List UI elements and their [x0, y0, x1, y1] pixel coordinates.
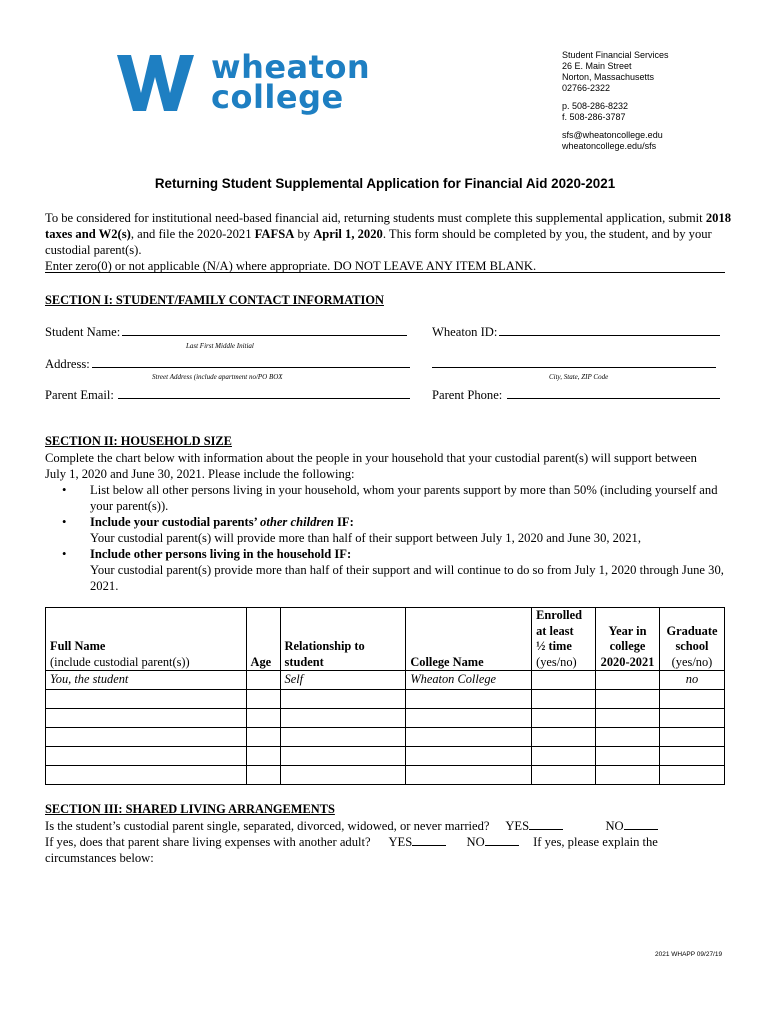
section3-q1: [45, 818, 658, 834]
parent-email-label: Parent Email:: [45, 388, 114, 402]
section3-q2: [45, 834, 725, 866]
office-street: 26 E. Main Street: [562, 61, 632, 71]
parent-phone-label: Parent Phone:: [432, 388, 503, 402]
bullet3-text: [90, 546, 730, 594]
bullet3-detail: Your custodial parent(s) provide more than half of their support and will continue to do so from July 1, 2020 through June 30, 2021.: [90, 563, 724, 593]
office-zip: 02766-2322: [562, 83, 611, 93]
header-year-line1: Year in: [608, 623, 647, 638]
wheaton-id-field[interactable]: [499, 335, 720, 336]
cell-year[interactable]: [596, 671, 660, 690]
header-enrolled: [532, 608, 596, 671]
cell-name[interactable]: [46, 747, 247, 766]
q1-no-field[interactable]: [624, 829, 658, 830]
cell-graduate[interactable]: no: [659, 671, 724, 690]
household-table: [45, 607, 725, 785]
q1-text: Is the student’s custodial parent single, separated, divorced, widowed, or never married?: [45, 819, 490, 833]
form-title: Returning Student Supplemental Application for Financial Aid 2020-2021: [154, 176, 616, 191]
cell-graduate[interactable]: [659, 709, 724, 728]
bullet1-text: List below all other persons living in your household, whom your parents support by more than 50% (including yourself and your parent(s)).: [90, 483, 718, 513]
wheaton-id-label: Wheaton ID:: [432, 325, 498, 339]
student-name-hint: Last First Middle Initial: [186, 342, 254, 350]
parent-phone-field[interactable]: [507, 398, 720, 399]
cell-age[interactable]: [246, 671, 280, 690]
cell-year[interactable]: [596, 747, 660, 766]
header-year: [596, 608, 660, 671]
table-row: [46, 766, 725, 785]
cell-year[interactable]: [596, 766, 660, 785]
cell-enrolled[interactable]: [532, 690, 596, 709]
cell-year[interactable]: [596, 728, 660, 747]
cell-name[interactable]: [46, 766, 247, 785]
cell-name[interactable]: [46, 690, 247, 709]
section2-heading: SECTION II: HOUSEHOLD SIZE: [45, 434, 232, 448]
student-name-label: Student Name:: [45, 325, 121, 339]
q1-yes-field[interactable]: [529, 829, 563, 830]
office-email: sfs@wheatoncollege.edu: [562, 130, 663, 140]
bullet2-emphasis: other children: [260, 515, 334, 529]
header-full-name-sub: (include custodial parent(s)): [50, 654, 190, 669]
bullet3-heading: Include other persons living in the household IF:: [90, 547, 352, 561]
header-relationship: [280, 608, 406, 671]
cell-relationship[interactable]: [280, 728, 406, 747]
cell-graduate[interactable]: [659, 690, 724, 709]
cell-graduate[interactable]: [659, 747, 724, 766]
header-graduate: [659, 608, 724, 671]
header-enrolled-line4: (yes/no): [536, 654, 577, 669]
parent-email-field[interactable]: [118, 398, 410, 399]
header-full-name: [46, 608, 247, 671]
header-enrolled-line3: ½ time: [536, 639, 572, 653]
cell-year[interactable]: [596, 690, 660, 709]
intro-text: by: [294, 227, 314, 241]
cell-year[interactable]: [596, 709, 660, 728]
intro-fafsa: FAFSA: [254, 227, 295, 241]
header-college-name: College Name: [406, 608, 532, 671]
header-relationship-line1: Relationship to: [284, 639, 365, 653]
bullet-icon: •: [62, 515, 67, 529]
cell-college[interactable]: [406, 709, 532, 728]
header-age: Age: [246, 608, 280, 671]
cell-college[interactable]: [406, 747, 532, 766]
table-header-row: [46, 608, 725, 671]
bullet2-detail: Your custodial parent(s) will provide more than half of their support between July 1, 2020 and June 30, 2021,: [90, 531, 641, 545]
bullet2-text: [90, 514, 730, 546]
office-name: Student Financial Services: [562, 50, 669, 60]
q2-yes-field[interactable]: [412, 845, 446, 846]
header-year-line2: college: [609, 639, 646, 653]
header-full-name-label: Full Name: [50, 639, 106, 653]
cell-age[interactable]: [246, 766, 280, 785]
street-address-field[interactable]: [92, 367, 410, 368]
address-label: Address:: [45, 357, 90, 371]
cell-enrolled[interactable]: [532, 728, 596, 747]
cell-name[interactable]: [46, 728, 247, 747]
cell-age[interactable]: [246, 690, 280, 709]
city-state-zip-hint: City, State, ZIP Code: [549, 373, 609, 381]
q1-no-label: NO: [605, 819, 624, 833]
student-name-field[interactable]: [122, 335, 407, 336]
header-graduate-line2: school: [675, 639, 709, 653]
city-state-zip-field[interactable]: [432, 367, 716, 368]
cell-enrolled[interactable]: [532, 671, 596, 690]
q2-no-label: NO: [466, 835, 485, 849]
cell-college[interactable]: [406, 690, 532, 709]
q2-yes-label: YES: [388, 835, 413, 849]
header-enrolled-line2: at least: [536, 623, 574, 638]
q2-text: If yes, does that parent share living expenses with another adult?: [45, 835, 371, 849]
intro-text: . This form should be completed by you, the student, and by your custodial parent(s).: [45, 227, 712, 257]
form-code: 2021 WHAPP 09/27/19: [655, 951, 723, 958]
divider: [45, 272, 725, 273]
intro-taxes: 2018 taxes and W2(s): [45, 211, 732, 241]
bullet-icon: •: [62, 547, 67, 561]
street-address-hint: Street Address (include apartment no/PO BOX: [152, 373, 283, 381]
office-fax: f. 508-286-3787: [562, 112, 626, 122]
q2-tail-text: If yes, please explain the circumstances below:: [45, 835, 658, 865]
cell-relationship[interactable]: [280, 690, 406, 709]
header-enrolled-line1: Enrolled: [536, 608, 582, 622]
cell-college[interactable]: Wheaton College: [406, 671, 532, 690]
section2-intro: Complete the chart below with information about the people in your household that your custodial parent(s) will support between July 1, 2020 and June 30, 2021. Please include the following:: [45, 451, 697, 481]
bullet-icon: •: [62, 483, 67, 497]
office-phone: p. 508-286-8232: [562, 101, 629, 111]
header-year-line3: 2020-2021: [600, 654, 655, 669]
office-website: wheatoncollege.edu/sfs: [562, 141, 657, 151]
intro-deadline: April 1, 2020: [313, 227, 383, 241]
table-row: [46, 709, 725, 728]
office-city: Norton, Massachusetts: [562, 72, 655, 82]
intro-paragraph: [45, 210, 735, 274]
cell-college[interactable]: [406, 766, 532, 785]
intro-text: , and file the 2020-2021: [130, 227, 255, 241]
intro-text: To be considered for institutional need-based financial aid, returning students must complete this supplemental application, submit: [45, 211, 706, 225]
logo-word-college: college: [211, 78, 344, 116]
cell-relationship[interactable]: [280, 709, 406, 728]
cell-graduate[interactable]: [659, 728, 724, 747]
table-row: [46, 690, 725, 709]
cell-college[interactable]: [406, 728, 532, 747]
q2-no-field[interactable]: [485, 845, 519, 846]
header-graduate-line3: (yes/no): [671, 654, 713, 669]
w-mark-icon: [117, 55, 203, 113]
office-contact-block: [562, 50, 762, 152]
cell-relationship[interactable]: [280, 766, 406, 785]
cell-age[interactable]: [246, 709, 280, 728]
table-row: [46, 671, 725, 690]
logo-word-wheaton: wheaton: [211, 48, 371, 86]
header-relationship-line2: student: [284, 654, 324, 669]
cell-name[interactable]: [46, 709, 247, 728]
section3-heading: SECTION III: SHARED LIVING ARRANGEMENTS: [45, 802, 335, 816]
intro-instruction: Enter zero(0) or not applicable (N/A) where appropriate. DO NOT LEAVE ANY ITEM BLANK.: [45, 259, 537, 273]
bullet2-heading: Include your custodial parents’: [90, 515, 261, 529]
table-row: [46, 728, 725, 747]
cell-relationship[interactable]: Self: [280, 671, 406, 690]
section1-heading: SECTION I: STUDENT/FAMILY CONTACT INFORMATION: [45, 293, 384, 307]
cell-age[interactable]: [246, 747, 280, 766]
q1-yes-label: YES: [505, 819, 530, 833]
cell-enrolled[interactable]: [532, 766, 596, 785]
header-graduate-line1: Graduate: [666, 623, 718, 638]
cell-relationship[interactable]: [280, 747, 406, 766]
cell-name[interactable]: You, the student: [46, 671, 247, 690]
cell-graduate[interactable]: [659, 766, 724, 785]
bullet2-if: IF:: [333, 515, 354, 529]
wheaton-college-logo: [117, 50, 377, 120]
table-row: [46, 747, 725, 766]
cell-age[interactable]: [246, 728, 280, 747]
cell-enrolled[interactable]: [532, 747, 596, 766]
cell-enrolled[interactable]: [532, 709, 596, 728]
